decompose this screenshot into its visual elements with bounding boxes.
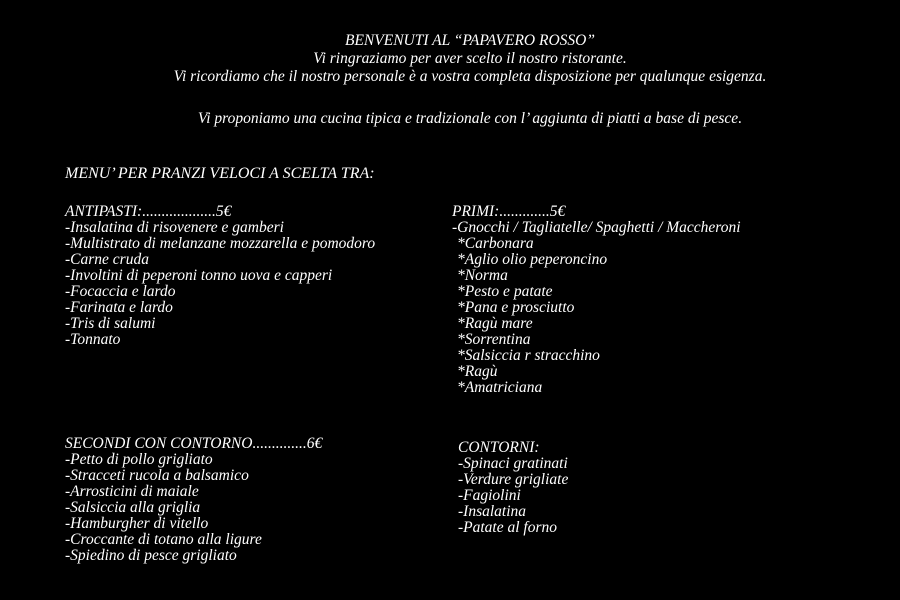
primi-sauce-item: *Pana e prosciutto	[457, 299, 575, 316]
primi-sauce-item: *Ragù	[457, 363, 498, 380]
secondi-item: -Salsiccia alla griglia	[65, 499, 201, 516]
intro-text: Vi proponiamo una cucina tipica e tradizionale con l’ aggiunta di piatti a base di pesce.	[197, 110, 743, 127]
antipasti-item: -Farinata e lardo	[65, 299, 173, 316]
contorni-item: -Verdure grigliate	[458, 471, 569, 488]
contorni-item: -Patate al forno	[458, 519, 558, 536]
contorni-title: CONTORNI:	[458, 439, 540, 456]
contorni-section	[458, 440, 568, 536]
welcome-heading: BENVENUTI AL “PAPAVERO ROSSO”	[345, 32, 595, 49]
antipasti-item: -Involtini di peperoni tonno uova e capperi	[65, 267, 333, 284]
secondi-item: -Spiedino di pesce grigliato	[65, 547, 237, 564]
staff-text: Vi ricordiamo che il nostro personale è a vostra completa disposizione per qualunque esigenza.	[173, 68, 767, 85]
menu-title: MENU’ PER PRANZI VELOCI A SCELTA TRA:	[65, 165, 375, 182]
secondi-item: -Petto di pollo grigliato	[65, 451, 213, 468]
menu-header	[0, 32, 900, 128]
primi-sauce-item: *Amatriciana	[457, 379, 543, 396]
secondi-item: -Hamburgher di vitello	[65, 515, 209, 532]
primi-sauce-item: *Pesto e patate	[457, 283, 553, 300]
secondi-item: -Croccante di totano alla ligure	[65, 531, 262, 548]
primi-sauce-item: *Aglio olio peperoncino	[457, 251, 608, 268]
primi-sauce-item: *Norma	[457, 267, 508, 284]
antipasti-item: -Multistrato di melanzane mozzarella e pomodoro	[65, 235, 376, 252]
contorni-item: -Insalatina	[458, 503, 527, 520]
primi-sauce-item: *Salsiccia r stracchino	[457, 347, 600, 364]
primi-section	[452, 204, 741, 396]
secondi-item: -Stracceti rucola a balsamico	[65, 467, 249, 484]
antipasti-section	[65, 204, 375, 348]
secondi-section	[65, 436, 322, 564]
antipasti-item: -Carne cruda	[65, 251, 149, 268]
primi-sauce-item: *Carbonara	[457, 235, 534, 252]
secondi-item: -Arrosticini di maiale	[65, 483, 199, 500]
contorni-item: -Fagiolini	[458, 487, 521, 504]
antipasti-item: -Tris di salumi	[65, 315, 156, 332]
primi-pasta-types: -Gnocchi / Tagliatelle/ Spaghetti / Maccheroni	[452, 219, 741, 236]
contorni-item: -Spinaci gratinati	[458, 455, 568, 472]
primi-sauce-item: *Sorrentina	[457, 331, 531, 348]
antipasti-title: ANTIPASTI:...................5€	[65, 203, 232, 220]
primi-sauce-item: *Ragù mare	[457, 315, 533, 332]
secondi-title: SECONDI CON CONTORNO..............6€	[65, 435, 323, 452]
primi-title: PRIMI:.............5€	[452, 203, 566, 220]
antipasti-item: -Tonnato	[65, 331, 121, 348]
antipasti-item: -Insalatina di risovenere e gamberi	[65, 219, 284, 236]
thanks-text: Vi ringraziamo per aver scelto il nostro ristorante.	[313, 50, 627, 67]
antipasti-item: -Focaccia e lardo	[65, 283, 176, 300]
